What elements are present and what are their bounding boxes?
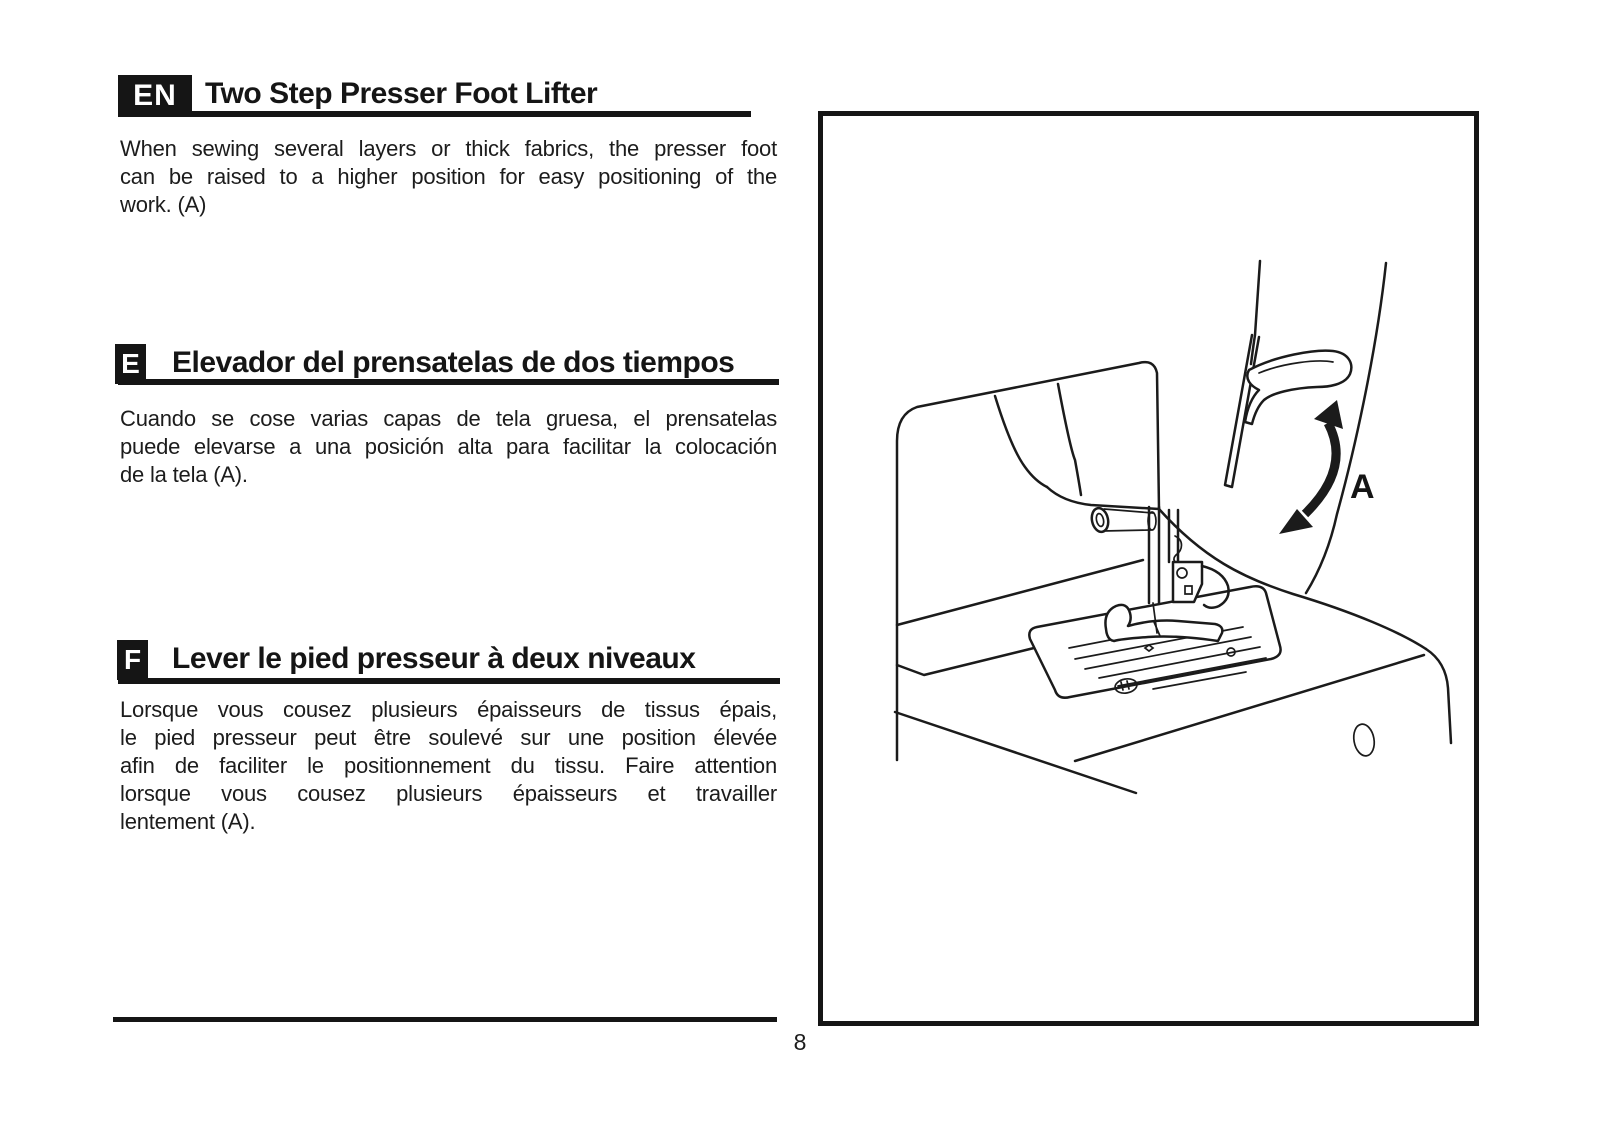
paragraph-es: [120, 405, 777, 489]
paragraph-es-line: puede elevarse a una posición alta para facilitar la colocación: [120, 434, 777, 459]
needle-bar: [1149, 507, 1159, 603]
machine-pillar: [1225, 261, 1386, 593]
section-title-fr: Lever le pied presseur à deux niveaux: [172, 642, 696, 675]
paragraph-fr-line: le pied presseur peut être soulevé sur une position élevée: [120, 725, 777, 750]
paragraph-en-line: When sewing several layers or thick fabrics, the presser foot: [120, 136, 777, 161]
bed-hole: [1351, 723, 1376, 758]
paragraph-fr-line: lorsque vous cousez plusieurs épaisseurs et travailler: [120, 781, 777, 806]
paragraph-es-line: de la tela (A).: [120, 462, 248, 487]
section-title-es: Elevador del prensatelas de dos tiempos: [172, 346, 735, 379]
paragraph-en: [120, 135, 777, 219]
title-underline-fr: [118, 678, 780, 684]
needle-plate: [1029, 586, 1280, 697]
paragraph-fr-line: lentement (A).: [120, 809, 256, 834]
title-underline-en: [118, 111, 751, 117]
paragraph-es-line: Cuando se cose varias capas de tela gruesa, el prensatelas: [120, 406, 777, 431]
presser-foot-lifter-illustration: [823, 116, 1474, 1021]
paragraph-en-line: work. (A): [120, 192, 207, 217]
paragraph-fr-line: Lorsque vous cousez plusieurs épaisseurs de tissus épais,: [120, 697, 777, 722]
figure-frame: [818, 111, 1479, 1026]
arrow-label-a: A: [1350, 468, 1375, 506]
thumb-screw: [1090, 507, 1156, 534]
language-badge-en: EN: [118, 75, 192, 116]
foot-holder: [1173, 562, 1202, 602]
section-title-en: Two Step Presser Foot Lifter: [205, 77, 598, 110]
paragraph-fr: [120, 696, 777, 836]
lift-direction-arrow: [1279, 400, 1343, 534]
language-badge-fr: F: [117, 640, 148, 680]
paragraph-fr-line: afin de faciliter le positionnement du tissu. Faire attention: [120, 753, 777, 778]
footer-rule: [113, 1017, 777, 1022]
language-badge-es: E: [115, 344, 146, 384]
page-number: 8: [793, 1029, 807, 1055]
paragraph-en-line: can be raised to a higher position for easy positioning of the: [120, 164, 777, 189]
machine-head: [897, 362, 1159, 760]
